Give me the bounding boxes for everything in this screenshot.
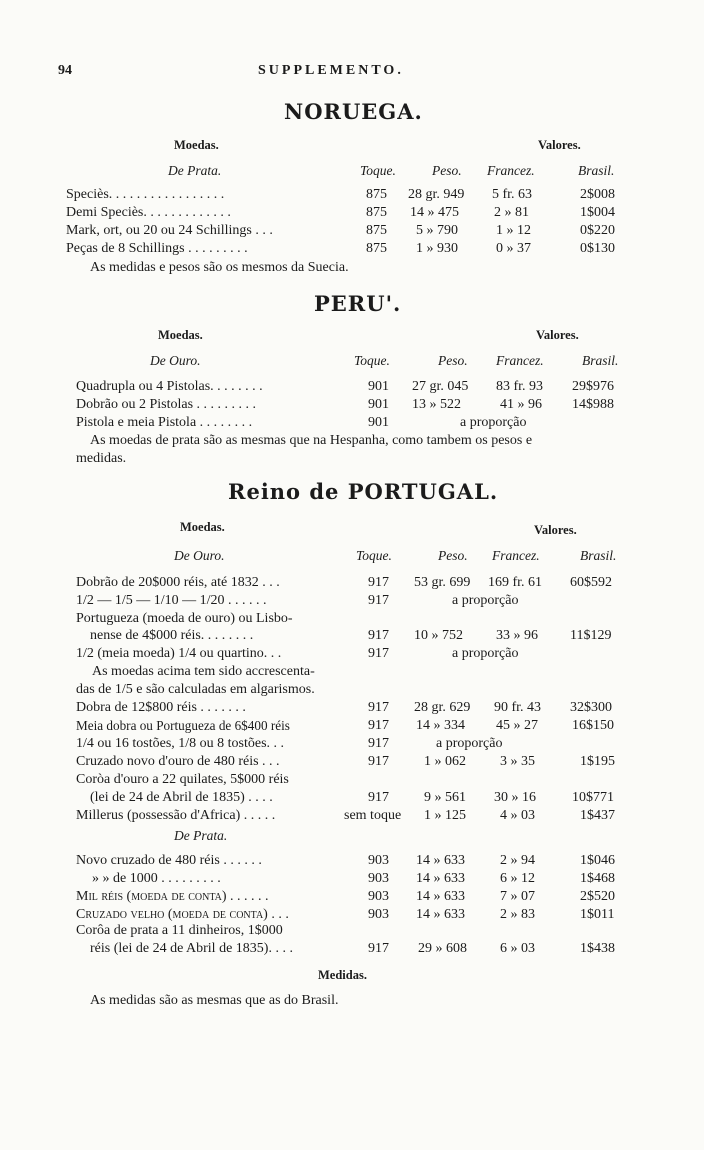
coin-name: 1/2 — 1/5 — 1/10 — 1/20 . . . . . . [76,593,267,608]
coin-peso: 14 » 334 [416,718,465,733]
coin-name: Demi Speciès. . . . . . . . . . . . . [66,205,231,220]
coin-name: Pistola e meia Pistola . . . . . . . . [76,415,253,430]
coin-francez: 33 » 96 [496,628,538,643]
coin-proporcao: a proporção [452,593,519,608]
coin-name: Millerus (possessão d'Africa) . . . . . [76,808,276,823]
section-title-portugal: Reino de PORTUGAL. [228,479,499,504]
coin-francez: 90 fr. 43 [494,700,542,715]
coin-peso: 28 gr. 949 [408,187,465,202]
table-row [0,789,704,806]
coin-francez: 4 » 03 [500,808,535,823]
coin-name: 1/4 ou 16 tostões, 1/8 ou 8 tostões. . . [76,736,285,751]
coin-francez: 83 fr. 93 [496,379,544,394]
portugal-col-brasil: Brasil. [580,548,617,563]
coin-francez: 7 » 07 [500,889,535,904]
coin-toque: sem toque [344,808,402,823]
portugal-col-francez: Francez. [492,548,540,563]
coin-name: Corôa de prata a 11 dinheiros, 1$000 [76,923,283,938]
coin-toque: 917 [368,736,389,751]
portugal-medidas-label: Medidas. [318,968,367,982]
norway-subheader: De Prata. [168,163,222,178]
table-row [0,735,704,752]
coin-toque: 901 [368,379,389,394]
coin-toque: 901 [368,397,389,412]
coin-name: » » de 1000 . . . . . . . . . [92,871,221,886]
coin-toque: 917 [368,718,389,733]
coin-toque: 917 [368,754,389,769]
norway-col-peso: Peso. [432,163,462,178]
portugal-col-toque: Toque. [356,548,392,563]
norway-col-brasil: Brasil. [578,163,615,178]
coin-name: Novo cruzado de 480 réis . . . . . . [76,853,262,868]
table-row [0,574,704,591]
coin-name: réis (lei de 24 de Abril de 1835). . . . [90,941,293,956]
table-row [0,753,704,770]
coin-brasil: 11$129 [570,628,612,643]
coin-francez: 6 » 12 [500,871,535,886]
norway-moedas-label: Moedas. [174,138,219,152]
coin-name: Meia dobra ou Portugueza de 6$400 réis [76,718,290,733]
coin-name: nense de 4$000 réis. . . . . . . . [90,628,254,643]
table-row [0,222,704,239]
coin-name: Cruzado novo d'ouro de 480 réis . . . [76,754,280,769]
coin-brasil: 1$011 [580,907,615,922]
coin-toque: 917 [368,628,389,643]
coin-name: Peças de 8 Schillings . . . . . . . . . [66,241,248,256]
coin-francez: 6 » 03 [500,941,535,956]
table-row [0,870,704,887]
coin-peso: 1 » 125 [424,808,466,823]
coin-proporcao: a proporção [460,415,527,430]
coin-toque: 917 [368,941,389,956]
table-row [0,807,704,824]
coin-toque: 875 [366,187,387,202]
running-head [58,62,618,82]
coin-francez: 3 » 35 [500,754,535,769]
coin-francez: 30 » 16 [494,790,536,805]
norway-valores-label: Valores. [538,138,581,152]
coin-peso: 5 » 790 [416,223,458,238]
peru-subheader: De Ouro. [150,353,201,368]
table-row [0,771,704,788]
coin-brasil: 2$520 [580,889,615,904]
table-row [0,378,704,395]
portugal-subheader-silver: De Prata. [174,828,228,843]
coin-peso: 9 » 561 [424,790,466,805]
coin-toque: 917 [368,700,389,715]
norway-col-toque: Toque. [360,163,396,178]
coin-brasil: 1$438 [580,941,615,956]
coin-peso: 28 gr. 629 [414,700,471,715]
portugal-medidas-note: As medidas são as mesmas que as do Brasil. [90,993,339,1008]
coin-francez: 41 » 96 [500,397,542,412]
coin-name: Portugueza (moeda de ouro) ou Lisbo- [76,611,293,626]
coin-name: Coròa d'ouro a 22 quilates, 5$000 réis [76,772,289,787]
peru-moedas-label: Moedas. [158,328,203,342]
table-row [0,610,704,627]
coin-name: Quadrupla ou 4 Pistolas. . . . . . . . [76,379,263,394]
coin-name: Dobrão ou 2 Pistolas . . . . . . . . . [76,397,257,412]
coin-peso: 1 » 062 [424,754,466,769]
table-row [0,240,704,257]
coin-francez: 1 » 12 [496,223,531,238]
portugal-subheader-gold: De Ouro. [174,548,225,563]
coin-proporcao: a proporção [452,646,519,661]
coin-toque: 901 [368,415,389,430]
coin-brasil: 32$300 [570,700,612,715]
peru-col-brasil: Brasil. [582,353,619,368]
coin-francez: 45 » 27 [496,718,538,733]
coin-brasil: 2$008 [580,187,615,202]
table-row [0,717,704,734]
coin-toque: 903 [368,853,389,868]
coin-peso: 10 » 752 [414,628,463,643]
table-row [0,906,704,923]
peru-note-line1: As moedas de prata são as mesmas que na Hespanha, como tambem os pesos e [90,433,533,448]
coin-brasil: 10$771 [572,790,614,805]
table-row [0,645,704,662]
coin-name: Cruzado velho (moeda de conta) . . . [76,907,289,922]
portugal-col-peso: Peso. [438,548,468,563]
coin-name: Speciès. . . . . . . . . . . . . . . . . [66,187,225,202]
coin-peso: 53 gr. 699 [414,575,471,590]
coin-name: Dobrão de 20$000 réis, até 1832 . . . [76,575,280,590]
peru-col-peso: Peso. [438,353,468,368]
peru-col-francez: Francez. [496,353,544,368]
portugal-gold-note-line1: As moedas acima tem sido accrescenta- [92,664,315,679]
coin-toque: 903 [368,907,389,922]
coin-toque: 903 [368,889,389,904]
portugal-gold-note-line2: das de 1/5 e são calculadas em algarismos. [76,682,315,697]
coin-toque: 917 [368,646,389,661]
coin-toque: 875 [366,223,387,238]
coin-brasil: 0$130 [580,241,615,256]
coin-toque: 917 [368,593,389,608]
coin-brasil: 29$976 [572,379,614,394]
coin-peso: 13 » 522 [412,397,461,412]
coin-francez: 0 » 37 [496,241,531,256]
coin-francez: 169 fr. 61 [488,575,543,590]
table-row [0,204,704,221]
norway-note: As medidas e pesos são os mesmos da Suecia. [90,260,349,275]
table-row [0,940,704,957]
page-number: 94 [58,63,72,78]
peru-note-line2: medidas. [76,451,127,466]
coin-toque: 917 [368,790,389,805]
table-row [0,592,704,609]
norway-col-francez: Francez. [487,163,535,178]
table-row [0,396,704,413]
coin-brasil: 1$046 [580,853,615,868]
running-title: SUPPLEMENTO. [258,63,404,78]
coin-peso: 14 » 633 [416,889,465,904]
coin-peso: 29 » 608 [418,941,467,956]
coin-brasil: 0$220 [580,223,615,238]
coin-peso: 14 » 475 [410,205,459,220]
coin-proporcao: a proporção [436,736,503,751]
coin-brasil: 1$437 [580,808,615,823]
coin-peso: 27 gr. 045 [412,379,469,394]
coin-name: 1/2 (meia moeda) 1/4 ou quartino. . . [76,646,282,661]
table-row [0,888,704,905]
coin-peso: 14 » 633 [416,853,465,868]
table-row [0,627,704,644]
peru-col-toque: Toque. [354,353,390,368]
table-row [0,699,704,716]
coin-name: (lei de 24 de Abril de 1835) . . . . [90,790,273,805]
section-title-norway: NORUEGA. [284,99,423,124]
coin-name: Mark, ort, ou 20 ou 24 Schillings . . . [66,223,273,238]
coin-francez: 2 » 81 [494,205,529,220]
coin-toque: 875 [366,205,387,220]
portugal-valores-label: Valores. [534,523,577,537]
section-title-peru: PERU'. [314,291,402,316]
coin-peso: 14 » 633 [416,871,465,886]
coin-peso: 1 » 930 [416,241,458,256]
table-row [0,922,704,939]
coin-toque: 903 [368,871,389,886]
coin-brasil: 16$150 [572,718,614,733]
table-row [0,852,704,869]
coin-name: Dobra de 12$800 réis . . . . . . . [76,700,246,715]
coin-toque: 917 [368,575,389,590]
coin-name: Mil réis (moeda de conta) . . . . . . [76,889,269,904]
coin-brasil: 1$004 [580,205,615,220]
coin-brasil: 1$468 [580,871,615,886]
coin-francez: 5 fr. 63 [492,187,533,202]
coin-brasil: 14$988 [572,397,614,412]
coin-brasil: 1$195 [580,754,615,769]
coin-francez: 2 » 94 [500,853,535,868]
coin-brasil: 60$592 [570,575,612,590]
coin-peso: 14 » 633 [416,907,465,922]
portugal-moedas-label: Moedas. [180,520,225,534]
coin-francez: 2 » 83 [500,907,535,922]
peru-valores-label: Valores. [536,328,579,342]
table-row [0,186,704,203]
coin-toque: 875 [366,241,387,256]
table-row [0,414,704,431]
